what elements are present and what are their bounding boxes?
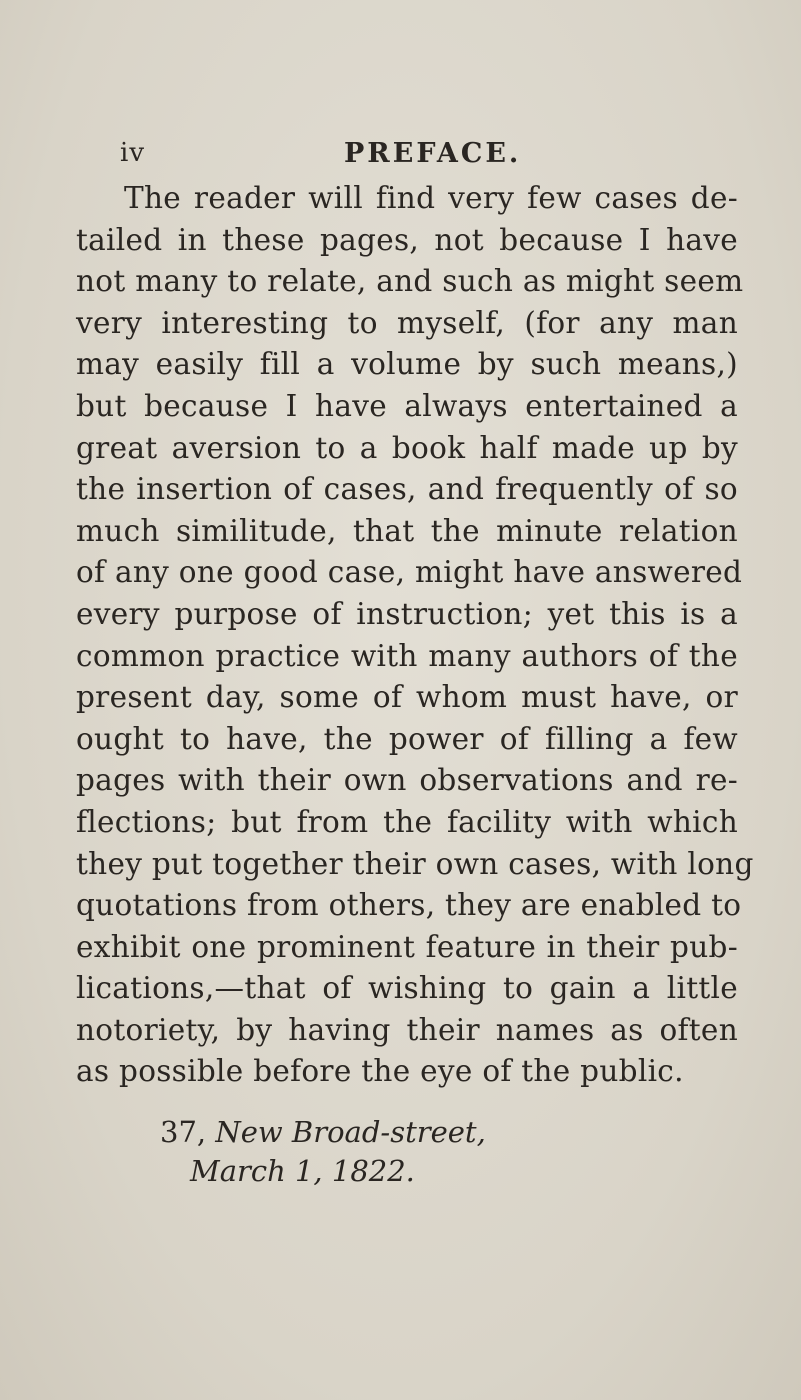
text-line: quotations from others, they are enabled to <box>76 888 742 923</box>
signature-number: 37, <box>160 1115 207 1149</box>
page-header <box>0 138 801 178</box>
text-line: of any one good case, might have answered <box>76 555 743 590</box>
text-line: the insertion of cases, and frequently of so <box>76 472 738 507</box>
text-line: flections; but from the facility with which <box>76 804 738 839</box>
text-line: great aversion to a book half made up by <box>76 430 738 465</box>
running-title: PREFACE. <box>344 138 522 169</box>
text-line: but because I have always entertained a <box>76 388 738 423</box>
text-line: notoriety, by having their names as often <box>76 1012 738 1047</box>
text-line: ought to have, the power of filling a few <box>76 721 738 756</box>
text-line: they put together their own cases, with long <box>76 846 754 881</box>
page-number: iv <box>120 138 146 168</box>
text-line: pages with their own observations and re- <box>76 763 738 798</box>
text-line: lications,—that of wishing to gain a little <box>76 971 738 1006</box>
text-line: exhibit one prominent feature in their pub- <box>76 929 738 964</box>
text-line: not many to relate, and such as might seem <box>76 264 744 299</box>
text-line: much similitude, that the minute relation <box>76 513 738 548</box>
text-line: every purpose of instruction; yet this is a <box>76 596 738 631</box>
signature-block <box>160 1112 560 1190</box>
signature-date: March 1, 1822. <box>190 1154 415 1188</box>
preface-paragraph <box>76 178 754 1093</box>
text-line: tailed in these pages, not because I have <box>76 222 738 257</box>
text-line: very interesting to myself, (for any man <box>76 305 738 340</box>
text-line: common practice with many authors of the <box>76 638 738 673</box>
text-line: may easily fill a volume by such means,) <box>76 347 738 382</box>
text-line: The reader will find very few cases de- <box>124 181 738 215</box>
signature-address <box>160 1112 560 1152</box>
text-line: as possible before the eye of the public. <box>76 1054 684 1089</box>
signature-street: New Broad-street, <box>215 1115 486 1149</box>
text-line: present day, some of whom must have, or <box>76 680 738 715</box>
